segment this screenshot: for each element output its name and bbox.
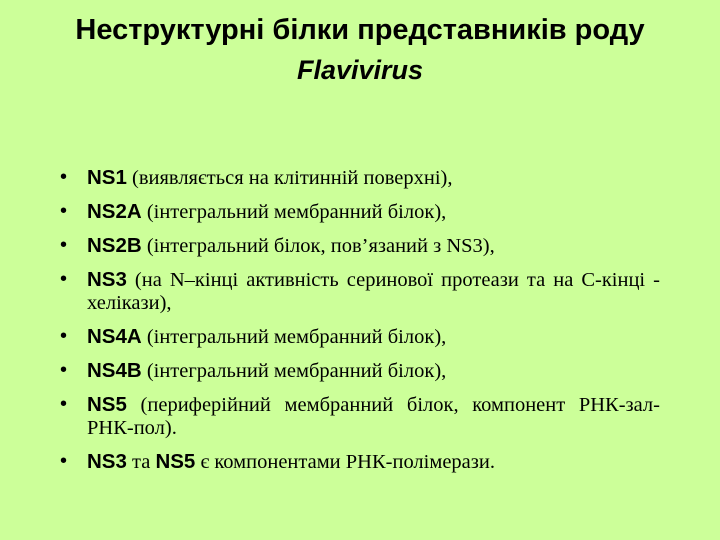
protein-code: NS4B: [87, 359, 142, 382]
protein-description: (інтегральний білок, пов’язаний з NS3),: [141, 235, 495, 257]
bullet-icon: •: [60, 359, 68, 381]
list-item: [60, 393, 660, 440]
bullet-icon: •: [60, 393, 68, 415]
protein-code: NS5: [87, 393, 127, 416]
bullet-icon: •: [60, 325, 68, 347]
list-item: [60, 325, 660, 349]
protein-code: NS3: [87, 450, 127, 473]
bullet-icon: •: [60, 268, 68, 290]
list-item: [60, 268, 660, 315]
title-line: Неструктурні білки представників роду: [75, 14, 645, 46]
bullet-icon: •: [60, 200, 68, 222]
protein-description: (виявляється на клітинній поверхні),: [126, 167, 453, 189]
bullet-icon: •: [60, 234, 68, 256]
list-item: [60, 166, 660, 190]
protein-description: (периферійний мембранний білок, компонент РНК-зал-РНК-пол).: [87, 394, 660, 439]
protein-code: NS5: [155, 450, 196, 473]
protein-code: NS4A: [87, 325, 142, 348]
protein-code: NS1: [87, 166, 127, 189]
protein-code: NS2B: [87, 234, 142, 257]
protein-description: є компонентами РНК-полімерази.: [195, 451, 495, 473]
protein-description: (інтегральний мембранний білок),: [141, 360, 447, 382]
protein-description: (на N–кінці активність серинової протеази та на С-кінці - хелікази),: [87, 269, 660, 314]
protein-description: (інтегральний мембранний білок),: [141, 201, 447, 223]
conjunction: та: [126, 451, 156, 473]
list-item: [60, 200, 660, 224]
bullet-icon: •: [60, 166, 68, 188]
protein-description: (інтегральний мембранний білок),: [141, 326, 447, 348]
title-genus: Flavivirus: [296, 55, 424, 85]
list-item: [60, 359, 660, 383]
slide-title: [20, 10, 700, 90]
protein-code: NS2A: [87, 200, 142, 223]
bullet-icon: •: [60, 450, 68, 472]
protein-code: NS3: [87, 268, 127, 291]
protein-list: [60, 166, 660, 484]
list-item: [60, 234, 660, 258]
list-item: [60, 450, 660, 474]
